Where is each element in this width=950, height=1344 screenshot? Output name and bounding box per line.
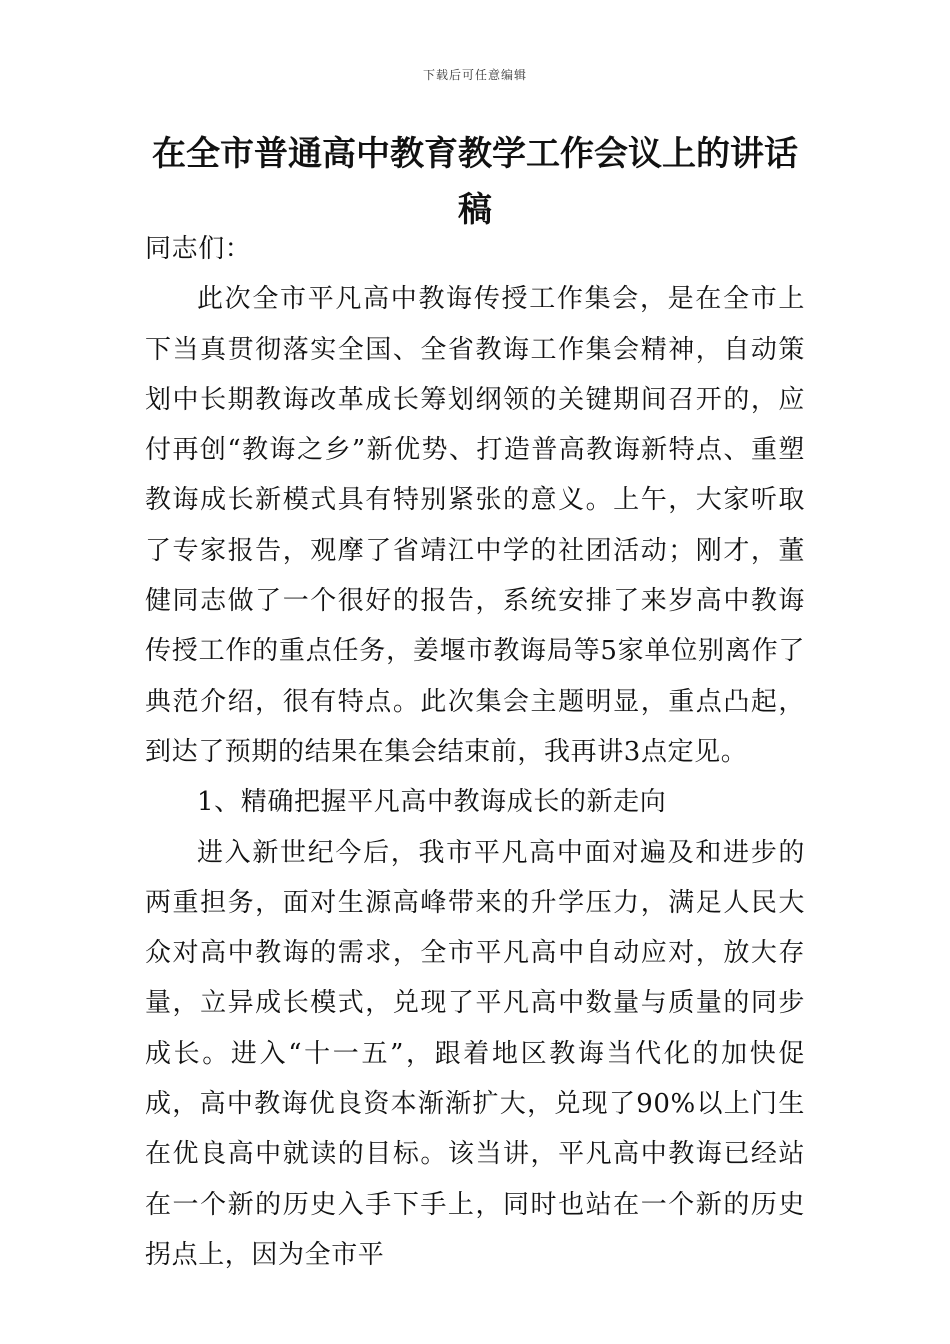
paragraph-section-1: 进入新世纪今后，我市平凡高中面对遍及和进步的两重担务，面对生源高峰带来的升学压力，满足人民大众对高中教诲的需求，全市平凡高中自动应对，放大存量，立异成长模式，兑现了平凡高中数量与质量的同步成长。进入“十一五”，跟着地区教诲当代化的加快促成，高中教诲优良资本渐渐扩大，兑现了90%以上门生在优良高中就读的目标。该当讲，平凡高中教诲已经站在一个新的历史入手下手上，同时也站在一个新的历史拐点上，因为全市平 [145, 837, 805, 1270]
document-title: 在全市普通高中教育教学工作会议上的讲话稿 [152, 134, 798, 230]
header-note: 下载后可任意编辑 [422, 68, 527, 82]
salutation: 同志们： [145, 234, 252, 264]
paragraph-intro: 此次全市平凡高中教诲传授工作集会，是在全市上下当真贯彻落实全国、全省教诲工作集会精神，自动策划中长期教诲改革成长筹划纲领的关键期间召开的，应付再创“教诲之乡”新优势、打造普高教诲新特点、重塑教诲成长新模式具有特别紧张的意义。上午，大家听取了专家报告，观摩了省靖江中学的社团活动；刚才，董健同志做了一个很好的报告，系统安排了来岁高中教诲传授工作的重点任务，姜堰市教诲局等5家单位别离作了典范介绍，很有特点。此次集会主题明显，重点凸起，到达了预期的结果在集会结束前，我再讲3点定见。 [145, 284, 805, 767]
section-heading-1: 1、精确把握平凡高中教诲成长的新走向 [197, 787, 667, 818]
document-body [145, 224, 805, 1280]
